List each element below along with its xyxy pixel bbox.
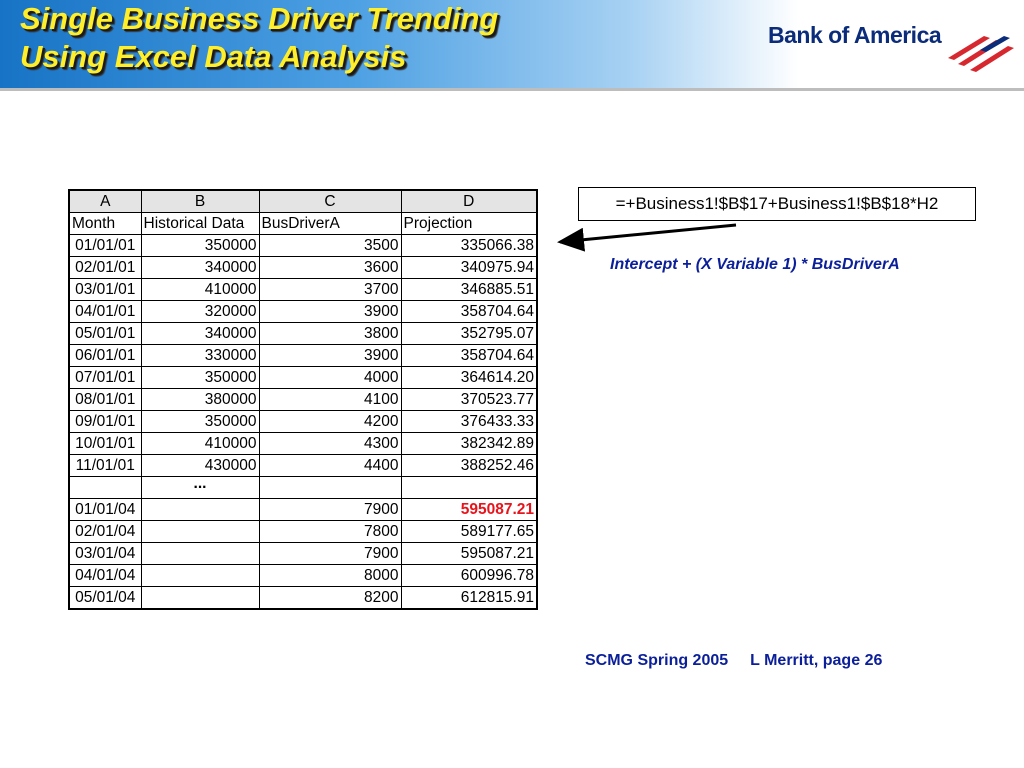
- projection-cell: 600996.78: [401, 565, 537, 587]
- column-letter-b: B: [141, 190, 259, 213]
- column-letter-d: D: [401, 190, 537, 213]
- projection-cell: 346885.51: [401, 279, 537, 301]
- driver-cell: 4400: [259, 455, 401, 477]
- title-line-1: Single Business Driver Trending: [20, 1, 499, 36]
- projection-cell: 382342.89: [401, 433, 537, 455]
- column-letter-row: [69, 190, 537, 213]
- historical-cell: 430000: [141, 455, 259, 477]
- projection-cell: 589177.65: [401, 521, 537, 543]
- historical-cell: 340000: [141, 257, 259, 279]
- table-row: [69, 433, 537, 455]
- projection-cell: 364614.20: [401, 367, 537, 389]
- historical-cell: [141, 499, 259, 521]
- projection-cell: 358704.64: [401, 301, 537, 323]
- month-cell: 09/01/01: [69, 411, 141, 433]
- historical-cell: 320000: [141, 301, 259, 323]
- table-row: [69, 345, 537, 367]
- projection-cell: 358704.64: [401, 345, 537, 367]
- month-cell: 07/01/01: [69, 367, 141, 389]
- driver-cell: 3600: [259, 257, 401, 279]
- slide-title: [20, 0, 498, 76]
- month-cell: 02/01/01: [69, 257, 141, 279]
- formula-box: =+Business1!$B$17+Business1!$B$18*H2: [578, 187, 976, 221]
- historical-cell: 380000: [141, 389, 259, 411]
- table-row: [69, 323, 537, 345]
- driver-cell: 3900: [259, 301, 401, 323]
- historical-cell: 350000: [141, 411, 259, 433]
- table-row: [69, 543, 537, 565]
- page-number: 26: [864, 652, 883, 669]
- month-cell: 04/01/04: [69, 565, 141, 587]
- month-cell: 02/01/04: [69, 521, 141, 543]
- month-cell: 01/01/01: [69, 235, 141, 257]
- historical-cell: [141, 565, 259, 587]
- driver-cell: 8000: [259, 565, 401, 587]
- table-row: [69, 367, 537, 389]
- table-row: [69, 565, 537, 587]
- month-cell: 06/01/01: [69, 345, 141, 367]
- empty-cell: [259, 477, 401, 499]
- driver-cell: 3900: [259, 345, 401, 367]
- header-banner: [0, 0, 1024, 91]
- footer: [585, 652, 882, 670]
- column-letter-c: C: [259, 190, 401, 213]
- historical-cell: 330000: [141, 345, 259, 367]
- table-row: [69, 279, 537, 301]
- column-letter-a: A: [69, 190, 141, 213]
- table-row: [69, 455, 537, 477]
- flag-icon: [944, 32, 1016, 72]
- historical-cell: 410000: [141, 279, 259, 301]
- historical-cell: 350000: [141, 367, 259, 389]
- footer-event: SCMG Spring 2005: [585, 652, 729, 669]
- projection-cell: 612815.91: [401, 587, 537, 610]
- empty-cell: [401, 477, 537, 499]
- column-name-historical: Historical Data: [141, 213, 259, 235]
- table-row: [69, 389, 537, 411]
- month-cell: 03/01/01: [69, 279, 141, 301]
- month-cell: 08/01/01: [69, 389, 141, 411]
- table-row: [69, 499, 537, 521]
- projection-cell: 595087.21: [401, 499, 537, 521]
- historical-cell: 410000: [141, 433, 259, 455]
- driver-cell: 4000: [259, 367, 401, 389]
- projection-cell: 335066.38: [401, 235, 537, 257]
- title-line-2: Using Excel Data Analysis: [20, 39, 407, 74]
- historical-cell: [141, 521, 259, 543]
- logo-text: Bank of America: [768, 22, 942, 48]
- footer-author: L Merritt, page: [750, 652, 861, 669]
- table-row: [69, 257, 537, 279]
- column-name-row: [69, 213, 537, 235]
- historical-cell: [141, 543, 259, 565]
- table-row: [69, 411, 537, 433]
- driver-cell: 7900: [259, 499, 401, 521]
- ellipsis-row: [69, 477, 537, 499]
- projection-cell: 352795.07: [401, 323, 537, 345]
- table-row: [69, 301, 537, 323]
- column-name-driver: BusDriverA: [259, 213, 401, 235]
- projection-cell: 370523.77: [401, 389, 537, 411]
- driver-cell: 7800: [259, 521, 401, 543]
- month-cell: 05/01/04: [69, 587, 141, 610]
- month-cell: 05/01/01: [69, 323, 141, 345]
- projection-cell: 376433.33: [401, 411, 537, 433]
- month-cell: 01/01/04: [69, 499, 141, 521]
- driver-cell: 3800: [259, 323, 401, 345]
- driver-cell: 3500: [259, 235, 401, 257]
- table-row: [69, 521, 537, 543]
- table-row: [69, 587, 537, 610]
- projection-cell: 388252.46: [401, 455, 537, 477]
- month-cell: 10/01/01: [69, 433, 141, 455]
- month-cell: 03/01/04: [69, 543, 141, 565]
- driver-cell: 4300: [259, 433, 401, 455]
- projection-cell: 340975.94: [401, 257, 537, 279]
- month-cell: 11/01/01: [69, 455, 141, 477]
- historical-cell: 340000: [141, 323, 259, 345]
- ellipsis-cell: ...: [141, 477, 259, 499]
- driver-cell: 4100: [259, 389, 401, 411]
- table-row: [69, 235, 537, 257]
- bank-of-america-logo: [768, 20, 1018, 80]
- driver-cell: 7900: [259, 543, 401, 565]
- month-cell: 04/01/01: [69, 301, 141, 323]
- driver-cell: 3700: [259, 279, 401, 301]
- column-name-month: Month: [69, 213, 141, 235]
- driver-cell: 8200: [259, 587, 401, 610]
- historical-cell: 350000: [141, 235, 259, 257]
- driver-cell: 4200: [259, 411, 401, 433]
- spreadsheet-table: [68, 189, 538, 610]
- formula-explanation: Intercept + (X Variable 1) * BusDriverA: [610, 256, 900, 273]
- historical-cell: [141, 587, 259, 610]
- column-name-projection: Projection: [401, 213, 537, 235]
- projection-cell: 595087.21: [401, 543, 537, 565]
- empty-cell: [69, 477, 141, 499]
